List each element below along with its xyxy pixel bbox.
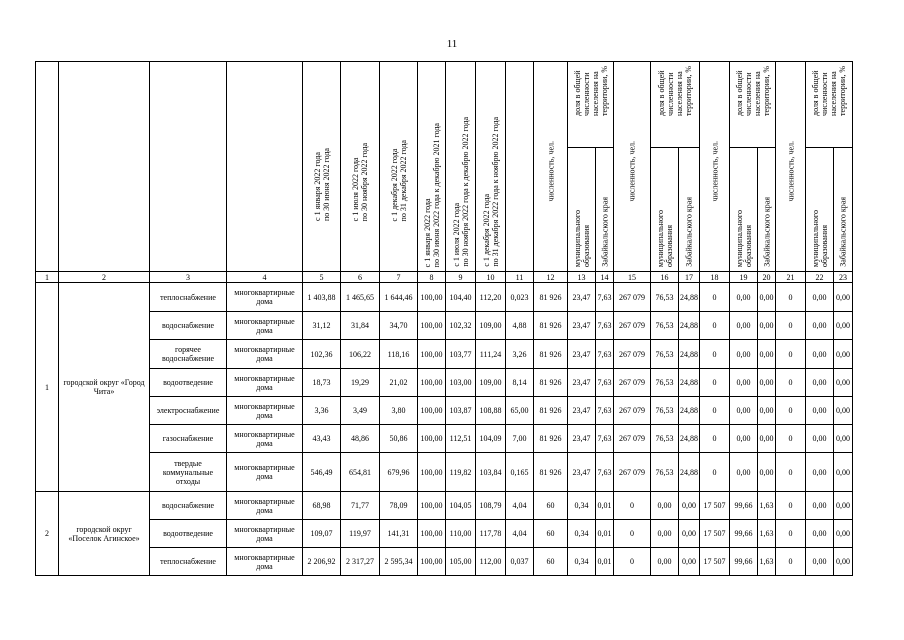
column-number: 9 bbox=[446, 272, 476, 283]
value-cell: 76,53 bbox=[651, 397, 679, 425]
value-cell: 2 595,34 bbox=[380, 548, 418, 576]
value-cell: 0 bbox=[614, 548, 651, 576]
value-cell: 112,00 bbox=[476, 548, 506, 576]
municipality-name: городской округ «Поселок Агинское» bbox=[59, 492, 150, 576]
header-count-1 bbox=[534, 62, 568, 272]
header-period-3 bbox=[380, 62, 418, 272]
value-cell: 112,20 bbox=[476, 283, 506, 312]
header-krai-2-text: Забайкальского края bbox=[684, 197, 694, 267]
value-cell: 0,00 bbox=[834, 283, 853, 312]
header-blank-1 bbox=[36, 62, 59, 272]
value-cell: 3,36 bbox=[303, 397, 341, 425]
value-cell: 0,00 bbox=[806, 312, 834, 340]
header-muni-3-text: муниципального образования bbox=[734, 209, 753, 267]
value-cell: 0,00 bbox=[834, 548, 853, 576]
value-cell: 23,47 bbox=[568, 453, 596, 492]
value-cell: 78,09 bbox=[380, 492, 418, 520]
value-cell: 0 bbox=[776, 548, 806, 576]
value-cell: 267 079 bbox=[614, 369, 651, 397]
header-share-2-text: доля в общей численности населения на территории, % bbox=[657, 66, 693, 116]
service-name: теплоснабжение bbox=[150, 548, 227, 576]
header-muni-2 bbox=[651, 148, 679, 272]
value-cell: 267 079 bbox=[614, 397, 651, 425]
value-cell: 0,00 bbox=[679, 520, 700, 548]
value-cell: 0,00 bbox=[806, 340, 834, 369]
consumer-category: многоквартирные дома bbox=[227, 312, 303, 340]
value-cell: 4,04 bbox=[506, 492, 534, 520]
value-cell: 100,00 bbox=[418, 492, 446, 520]
consumer-category: многоквартирные дома bbox=[227, 340, 303, 369]
value-cell: 0 bbox=[700, 453, 730, 492]
header-growth-3-text: с 1 декабря 2022 года по 31 декабря 2022 года к ноябрю 2022 года bbox=[481, 117, 500, 267]
column-number: 8 bbox=[418, 272, 446, 283]
header-period-1-text: с 1 января 2022 года по 30 июня 2022 года bbox=[312, 148, 331, 221]
value-cell: 1,63 bbox=[758, 492, 776, 520]
value-cell: 23,47 bbox=[568, 397, 596, 425]
value-cell: 100,00 bbox=[418, 520, 446, 548]
value-cell: 0,00 bbox=[730, 283, 758, 312]
consumer-category: многоквартирные дома bbox=[227, 283, 303, 312]
value-cell: 0,00 bbox=[834, 520, 853, 548]
value-cell: 104,05 bbox=[446, 492, 476, 520]
value-cell: 100,00 bbox=[418, 369, 446, 397]
value-cell: 23,47 bbox=[568, 340, 596, 369]
table-row bbox=[36, 283, 853, 312]
value-cell: 0,037 bbox=[506, 548, 534, 576]
value-cell: 65,00 bbox=[506, 397, 534, 425]
value-cell: 81 926 bbox=[534, 453, 568, 492]
value-cell: 60 bbox=[534, 548, 568, 576]
value-cell: 76,53 bbox=[651, 425, 679, 453]
column-number: 7 bbox=[380, 272, 418, 283]
header-muni-4-text: муниципального образования bbox=[810, 209, 829, 267]
value-cell: 24,88 bbox=[679, 425, 700, 453]
value-cell: 3,80 bbox=[380, 397, 418, 425]
header-blank-4 bbox=[227, 62, 303, 272]
value-cell: 0,00 bbox=[806, 369, 834, 397]
service-name: газоснабжение bbox=[150, 425, 227, 453]
header-period-3-text: с 1 декабря 2022 года по 31 декабря 2022 года bbox=[389, 139, 408, 221]
value-cell: 109,00 bbox=[476, 369, 506, 397]
value-cell: 100,00 bbox=[418, 548, 446, 576]
value-cell: 0 bbox=[776, 492, 806, 520]
value-cell: 1 644,46 bbox=[380, 283, 418, 312]
value-cell: 0,01 bbox=[596, 520, 614, 548]
value-cell: 119,97 bbox=[341, 520, 380, 548]
value-cell: 0,00 bbox=[806, 548, 834, 576]
value-cell: 50,86 bbox=[380, 425, 418, 453]
value-cell: 106,22 bbox=[341, 340, 380, 369]
value-cell: 0,01 bbox=[596, 492, 614, 520]
value-cell: 0 bbox=[776, 425, 806, 453]
value-cell: 105,00 bbox=[446, 548, 476, 576]
row-number: 1 bbox=[36, 283, 59, 492]
value-cell: 60 bbox=[534, 520, 568, 548]
value-cell: 119,82 bbox=[446, 453, 476, 492]
table-row bbox=[36, 548, 853, 576]
value-cell: 43,43 bbox=[303, 425, 341, 453]
header-krai-4 bbox=[834, 148, 853, 272]
value-cell: 0 bbox=[700, 397, 730, 425]
value-cell: 7,63 bbox=[596, 283, 614, 312]
table-row bbox=[36, 425, 853, 453]
value-cell: 0,00 bbox=[834, 492, 853, 520]
value-cell: 1 465,65 bbox=[341, 283, 380, 312]
header-period-2-text: с 1 июля 2022 года по 30 ноября 2022 года bbox=[351, 142, 369, 221]
value-cell: 76,53 bbox=[651, 453, 679, 492]
header-share-3-text: доля в общей численности населения на территории, % bbox=[734, 66, 771, 116]
value-cell: 117,78 bbox=[476, 520, 506, 548]
value-cell: 7,63 bbox=[596, 312, 614, 340]
consumer-category: многоквартирные дома bbox=[227, 425, 303, 453]
value-cell: 104,09 bbox=[476, 425, 506, 453]
header-muni-4 bbox=[806, 148, 834, 272]
column-number: 15 bbox=[614, 272, 651, 283]
table-row bbox=[36, 397, 853, 425]
value-cell: 76,53 bbox=[651, 283, 679, 312]
column-number: 20 bbox=[758, 272, 776, 283]
value-cell: 108,79 bbox=[476, 492, 506, 520]
value-cell: 267 079 bbox=[614, 453, 651, 492]
value-cell: 0 bbox=[776, 520, 806, 548]
value-cell: 0,00 bbox=[806, 453, 834, 492]
value-cell: 0,00 bbox=[758, 369, 776, 397]
value-cell: 0 bbox=[700, 340, 730, 369]
value-cell: 31,12 bbox=[303, 312, 341, 340]
value-cell: 0,00 bbox=[730, 425, 758, 453]
value-cell: 0,023 bbox=[506, 283, 534, 312]
service-name: горячее водоснабжение bbox=[150, 340, 227, 369]
value-cell: 103,77 bbox=[446, 340, 476, 369]
value-cell: 34,70 bbox=[380, 312, 418, 340]
header-count-2 bbox=[614, 62, 651, 272]
value-cell: 17 507 bbox=[700, 548, 730, 576]
column-number: 1 bbox=[36, 272, 59, 283]
value-cell: 0,00 bbox=[834, 312, 853, 340]
value-cell: 4,04 bbox=[506, 520, 534, 548]
value-cell: 0 bbox=[776, 340, 806, 369]
value-cell: 0,00 bbox=[651, 548, 679, 576]
value-cell: 3,26 bbox=[506, 340, 534, 369]
value-cell: 0,00 bbox=[730, 397, 758, 425]
value-cell: 103,00 bbox=[446, 369, 476, 397]
value-cell: 99,66 bbox=[730, 492, 758, 520]
value-cell: 0,00 bbox=[730, 312, 758, 340]
value-cell: 99,66 bbox=[730, 548, 758, 576]
value-cell: 76,53 bbox=[651, 312, 679, 340]
header-growth-2-text: с 1 июля 2022 года по 30 ноября 2022 года к декабрю 2022 года bbox=[451, 117, 470, 267]
value-cell: 654,81 bbox=[341, 453, 380, 492]
header-muni-3 bbox=[730, 148, 758, 272]
header-krai-3 bbox=[758, 148, 776, 272]
value-cell: 100,00 bbox=[418, 340, 446, 369]
value-cell: 4,88 bbox=[506, 312, 534, 340]
value-cell: 100,00 bbox=[418, 312, 446, 340]
value-cell: 0 bbox=[776, 453, 806, 492]
value-cell: 0,00 bbox=[834, 369, 853, 397]
value-cell: 100,00 bbox=[418, 453, 446, 492]
column-number: 13 bbox=[568, 272, 596, 283]
value-cell: 31,84 bbox=[341, 312, 380, 340]
service-name: водоснабжение bbox=[150, 492, 227, 520]
value-cell: 0,00 bbox=[758, 397, 776, 425]
value-cell: 81 926 bbox=[534, 312, 568, 340]
column-number: 3 bbox=[150, 272, 227, 283]
column-number: 5 bbox=[303, 272, 341, 283]
value-cell: 17 507 bbox=[700, 520, 730, 548]
consumer-category: многоквартирные дома bbox=[227, 492, 303, 520]
value-cell: 24,88 bbox=[679, 312, 700, 340]
value-cell: 103,87 bbox=[446, 397, 476, 425]
value-cell: 0 bbox=[776, 397, 806, 425]
value-cell: 23,47 bbox=[568, 425, 596, 453]
value-cell: 7,63 bbox=[596, 397, 614, 425]
value-cell: 0 bbox=[776, 369, 806, 397]
value-cell: 24,88 bbox=[679, 340, 700, 369]
value-cell: 0,00 bbox=[806, 520, 834, 548]
service-name: водоснабжение bbox=[150, 312, 227, 340]
value-cell: 0,00 bbox=[730, 453, 758, 492]
value-cell: 0,00 bbox=[679, 548, 700, 576]
value-cell: 81 926 bbox=[534, 369, 568, 397]
value-cell: 23,47 bbox=[568, 283, 596, 312]
value-cell: 81 926 bbox=[534, 340, 568, 369]
value-cell: 0 bbox=[700, 283, 730, 312]
consumer-category: многоквартирные дома bbox=[227, 397, 303, 425]
value-cell: 267 079 bbox=[614, 283, 651, 312]
value-cell: 0,00 bbox=[834, 397, 853, 425]
value-cell: 24,88 bbox=[679, 397, 700, 425]
value-cell: 0,00 bbox=[806, 397, 834, 425]
header-period-1 bbox=[303, 62, 341, 272]
value-cell: 0,00 bbox=[806, 283, 834, 312]
column-number: 23 bbox=[834, 272, 853, 283]
table-row bbox=[36, 453, 853, 492]
value-cell: 267 079 bbox=[614, 312, 651, 340]
header-count-4-text: численность, чел. bbox=[786, 140, 795, 201]
header-share-4-text: доля в общей численности населения на территории, % bbox=[811, 66, 847, 116]
header-count-3 bbox=[700, 62, 730, 272]
column-number: 10 bbox=[476, 272, 506, 283]
header-count-1-text: численность, чел. bbox=[546, 140, 555, 201]
value-cell: 23,47 bbox=[568, 369, 596, 397]
header-growth-1 bbox=[418, 62, 446, 272]
value-cell: 1,63 bbox=[758, 548, 776, 576]
value-cell: 0 bbox=[700, 369, 730, 397]
tariff-table bbox=[35, 61, 853, 576]
value-cell: 0,165 bbox=[506, 453, 534, 492]
value-cell: 7,63 bbox=[596, 369, 614, 397]
value-cell: 102,36 bbox=[303, 340, 341, 369]
value-cell: 81 926 bbox=[534, 283, 568, 312]
column-number: 22 bbox=[806, 272, 834, 283]
header-krai-1-text: Забайкальского края bbox=[600, 197, 609, 267]
table-row bbox=[36, 312, 853, 340]
header-krai-1 bbox=[596, 148, 614, 272]
header-muni-1-text: муниципального образования bbox=[572, 209, 591, 267]
value-cell: 0,00 bbox=[758, 312, 776, 340]
value-cell: 24,88 bbox=[679, 453, 700, 492]
value-cell: 0,00 bbox=[758, 453, 776, 492]
value-cell: 0,00 bbox=[730, 369, 758, 397]
header-growth-3 bbox=[476, 62, 506, 272]
consumer-category: многоквартирные дома bbox=[227, 548, 303, 576]
value-cell: 0,00 bbox=[758, 425, 776, 453]
value-cell: 48,86 bbox=[341, 425, 380, 453]
column-number: 18 bbox=[700, 272, 730, 283]
table-row bbox=[36, 520, 853, 548]
consumer-category: многоквартирные дома bbox=[227, 369, 303, 397]
value-cell: 23,47 bbox=[568, 312, 596, 340]
value-cell: 1 403,88 bbox=[303, 283, 341, 312]
header-count-2-text: численность, чел. bbox=[627, 140, 637, 201]
value-cell: 2 206,92 bbox=[303, 548, 341, 576]
value-cell: 102,32 bbox=[446, 312, 476, 340]
value-cell: 68,98 bbox=[303, 492, 341, 520]
service-name: твердые коммунальные отходы bbox=[150, 453, 227, 492]
column-number: 11 bbox=[506, 272, 534, 283]
header-share-1-text: доля в общей численности населения на территории, % bbox=[572, 66, 609, 116]
value-cell: 100,00 bbox=[418, 283, 446, 312]
table-row bbox=[36, 369, 853, 397]
value-cell: 0,00 bbox=[806, 492, 834, 520]
value-cell: 8,14 bbox=[506, 369, 534, 397]
value-cell: 109,07 bbox=[303, 520, 341, 548]
value-cell: 24,88 bbox=[679, 283, 700, 312]
header-growth-2 bbox=[446, 62, 476, 272]
header-count-3-text: численность, чел. bbox=[710, 140, 719, 201]
value-cell: 0,34 bbox=[568, 492, 596, 520]
value-cell: 112,51 bbox=[446, 425, 476, 453]
value-cell: 108,88 bbox=[476, 397, 506, 425]
value-cell: 0,00 bbox=[834, 425, 853, 453]
table-row bbox=[36, 340, 853, 369]
value-cell: 81 926 bbox=[534, 425, 568, 453]
header-share-2 bbox=[651, 62, 700, 148]
header-growth-1-text: с 1 января 2022 года по 30 июня 2022 года к декабрю 2021 года bbox=[422, 122, 441, 267]
value-cell: 0,00 bbox=[806, 425, 834, 453]
municipality-name: городской округ «Город Чита» bbox=[59, 283, 150, 492]
value-cell: 0,00 bbox=[834, 453, 853, 492]
value-cell: 99,66 bbox=[730, 520, 758, 548]
value-cell: 0 bbox=[700, 425, 730, 453]
header-krai-4-text: Забайкальского края bbox=[838, 197, 848, 267]
page-number: 11 bbox=[446, 38, 458, 50]
column-number: 17 bbox=[679, 272, 700, 283]
consumer-category: многоквартирные дома bbox=[227, 520, 303, 548]
value-cell: 24,88 bbox=[679, 369, 700, 397]
value-cell: 109,00 bbox=[476, 312, 506, 340]
value-cell: 0,00 bbox=[758, 283, 776, 312]
value-cell: 18,73 bbox=[303, 369, 341, 397]
header-count-4 bbox=[776, 62, 806, 272]
value-cell: 0 bbox=[614, 492, 651, 520]
value-cell: 0 bbox=[776, 312, 806, 340]
value-cell: 1,63 bbox=[758, 520, 776, 548]
header-blank-11 bbox=[506, 62, 534, 272]
value-cell: 0,34 bbox=[568, 520, 596, 548]
header-krai-2 bbox=[679, 148, 700, 272]
header-blank-2 bbox=[59, 62, 150, 272]
header-share-3 bbox=[730, 62, 776, 148]
value-cell: 104,40 bbox=[446, 283, 476, 312]
header-krai-3-text: Забайкальского края bbox=[762, 197, 771, 267]
value-cell: 0,00 bbox=[651, 520, 679, 548]
value-cell: 0,01 bbox=[596, 548, 614, 576]
value-cell: 76,53 bbox=[651, 340, 679, 369]
header-muni-1 bbox=[568, 148, 596, 272]
column-number: 6 bbox=[341, 272, 380, 283]
value-cell: 60 bbox=[534, 492, 568, 520]
header-blank-3 bbox=[150, 62, 227, 272]
service-name: водоотведение bbox=[150, 520, 227, 548]
value-cell: 2 317,27 bbox=[341, 548, 380, 576]
value-cell: 118,16 bbox=[380, 340, 418, 369]
service-name: электроснабжение bbox=[150, 397, 227, 425]
value-cell: 141,31 bbox=[380, 520, 418, 548]
value-cell: 0,00 bbox=[834, 340, 853, 369]
value-cell: 7,63 bbox=[596, 453, 614, 492]
column-number: 14 bbox=[596, 272, 614, 283]
header-period-2 bbox=[341, 62, 380, 272]
header-muni-2-text: муниципального образования bbox=[655, 209, 674, 267]
value-cell: 267 079 bbox=[614, 340, 651, 369]
value-cell: 679,96 bbox=[380, 453, 418, 492]
value-cell: 0,00 bbox=[679, 492, 700, 520]
value-cell: 100,00 bbox=[418, 397, 446, 425]
column-number: 4 bbox=[227, 272, 303, 283]
value-cell: 19,29 bbox=[341, 369, 380, 397]
value-cell: 71,77 bbox=[341, 492, 380, 520]
service-name: теплоснабжение bbox=[150, 283, 227, 312]
column-number: 12 bbox=[534, 272, 568, 283]
table-row bbox=[36, 492, 853, 520]
value-cell: 0 bbox=[614, 520, 651, 548]
row-number: 2 bbox=[36, 492, 59, 576]
value-cell: 17 507 bbox=[700, 492, 730, 520]
value-cell: 81 926 bbox=[534, 397, 568, 425]
value-cell: 0,34 bbox=[568, 548, 596, 576]
column-number: 21 bbox=[776, 272, 806, 283]
column-number-row bbox=[36, 272, 853, 283]
value-cell: 100,00 bbox=[418, 425, 446, 453]
value-cell: 76,53 bbox=[651, 369, 679, 397]
column-number: 19 bbox=[730, 272, 758, 283]
value-cell: 7,00 bbox=[506, 425, 534, 453]
header-share-1 bbox=[568, 62, 614, 148]
value-cell: 7,63 bbox=[596, 340, 614, 369]
value-cell: 0 bbox=[776, 283, 806, 312]
value-cell: 267 079 bbox=[614, 425, 651, 453]
value-cell: 0,00 bbox=[730, 340, 758, 369]
value-cell: 0,00 bbox=[651, 492, 679, 520]
value-cell: 111,24 bbox=[476, 340, 506, 369]
value-cell: 21,02 bbox=[380, 369, 418, 397]
value-cell: 3,49 bbox=[341, 397, 380, 425]
service-name: водоотведение bbox=[150, 369, 227, 397]
column-number: 16 bbox=[651, 272, 679, 283]
value-cell: 110,00 bbox=[446, 520, 476, 548]
value-cell: 7,63 bbox=[596, 425, 614, 453]
value-cell: 0 bbox=[700, 312, 730, 340]
value-cell: 0,00 bbox=[758, 340, 776, 369]
consumer-category: многоквартирные дома bbox=[227, 453, 303, 492]
value-cell: 546,49 bbox=[303, 453, 341, 492]
header-share-4 bbox=[806, 62, 853, 148]
value-cell: 103,84 bbox=[476, 453, 506, 492]
column-number: 2 bbox=[59, 272, 150, 283]
